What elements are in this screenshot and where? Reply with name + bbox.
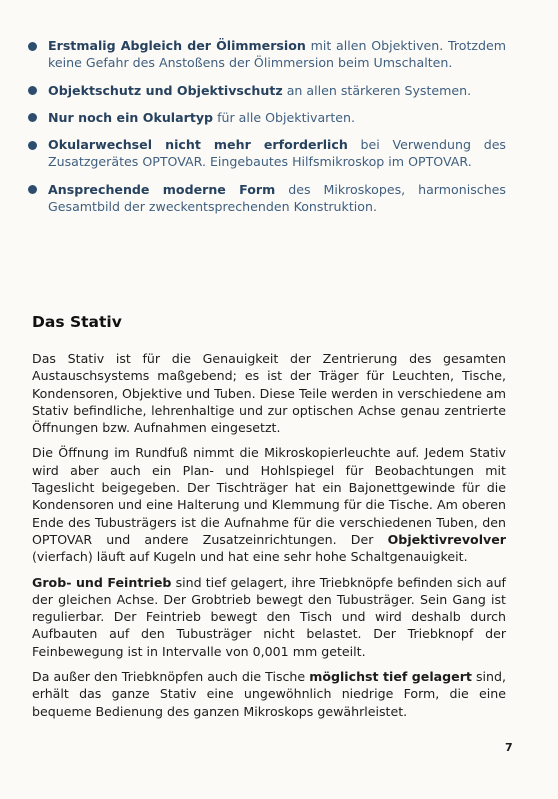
paragraph-text: sind, erhält das ganze Stativ eine ungewöhnlich niedrige Form, die eine bequeme Bedienung des ganzen Mikroskops gewährleistet.	[32, 669, 506, 719]
paragraph	[32, 574, 506, 660]
feature-item	[28, 136, 506, 171]
paragraph-text: Da außer den Triebknöpfen auch die Tische	[32, 669, 310, 685]
feature-text: des Mikroskopes, harmonisches Gesamtbild der zweckentsprechenden Konstruktion.	[48, 181, 506, 215]
feature-item	[28, 37, 506, 72]
paragraph-text: (vierfach) läuft auf Kugeln und hat eine sehr hohe Schaltgenauigkeit.	[32, 549, 468, 565]
feature-text: mit allen Objektiven. Trotzdem keine Gefahr des Anstoßens der Ölimmersion beim Umschalten.	[48, 38, 506, 71]
feature-item	[28, 109, 506, 126]
paragraph	[32, 444, 506, 565]
emphasis: möglichst tief gelagert	[309, 669, 472, 685]
feature-list	[28, 37, 506, 225]
feature-title: Ansprechende moderne Form	[48, 181, 276, 197]
bullet-icon	[28, 86, 37, 95]
paragraph	[32, 668, 506, 720]
section-heading: Das Stativ	[32, 313, 122, 331]
feature-text: bei Verwendung des Zusatzgerätes OPTOVAR. Eingebautes Hilfsmikroskop im OPTOVAR.	[48, 137, 506, 170]
paragraph-text: Die Öffnung im Rundfuß nimmt die Mikroskopierleuchte auf. Jedem Stativ wird aber auch ein Plan- und Hohlspiegel für Beobachtungen mit Tageslicht beigegeben. Der Tischträger hat ein Bajonettgewinde für die Kondensoren und eine Halterung und Klemmung für die Tische. Am oberen Ende des Tubusträgers ist die Aufnahme für die verschiedenen Tuben, den OPTOVAR und andere Zusatzeinrichtungen. Der	[32, 445, 506, 547]
feature-item	[28, 82, 506, 99]
page-number: 7	[505, 741, 513, 754]
feature-title: Objektschutz und Objektivschutz	[48, 82, 283, 98]
bullet-icon	[28, 113, 37, 122]
feature-title: Nur noch ein Okulartyp	[48, 109, 214, 125]
feature-text: an allen stärkeren Systemen.	[282, 82, 472, 98]
feature-title: Okularwechsel nicht mehr erforderlich	[48, 137, 348, 153]
bullet-icon	[28, 141, 37, 150]
emphasis: Objektivrevolver	[387, 531, 506, 547]
emphasis: Grob- und Feintrieb	[32, 574, 172, 590]
paragraph-text: sind tief gelagert, ihre Triebknöpfe befinden sich auf der gleichen Achse. Der Grobtrieb bewegt den Tubusträger. Sein Gang ist regulierbar. Der Feintrieb bewegt den Tisch und wird deshalb durch Aufbauten auf den Tubusträger nicht belastet. Der Triebknopf der Feinbewegung ist in Intervalle von 0,001 mm geteilt.	[32, 574, 506, 659]
paragraph: Das Stativ ist für die Genauigkeit der Zentrierung des gesamten Austauschsystems maßgebend; es ist der Träger für Leuchten, Tische, Kondensoren, Objektive und Tuben. Diese Teile werden in verschiedene am Stativ befindliche, lehrenhaltige und zur optischen Achse genau zentrierte Öffnungen bzw. Aufnahmen eingesetzt.	[32, 351, 506, 436]
bullet-icon	[28, 185, 37, 194]
feature-title: Erstmalig Abgleich der Ölimmersion	[48, 38, 306, 53]
section-body	[32, 350, 506, 728]
bullet-icon	[28, 42, 37, 51]
feature-text: für alle Objektivarten.	[213, 109, 356, 125]
feature-item	[28, 181, 506, 216]
